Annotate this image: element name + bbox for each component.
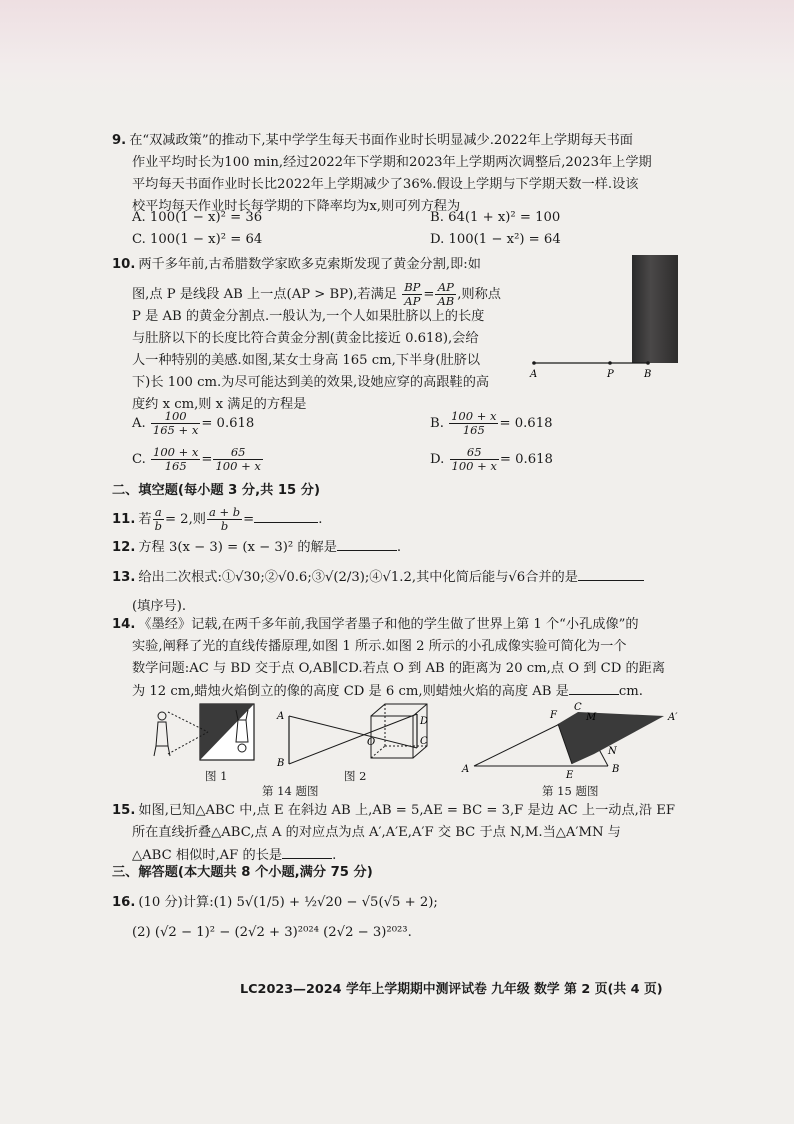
svg-text:C: C	[420, 736, 428, 747]
q10-option-d: D. $\frac{65}{100 + x}$ = 0.618	[430, 445, 553, 473]
svg-text:C: C	[574, 702, 582, 713]
svg-text:F: F	[550, 710, 557, 721]
label-p: P	[607, 369, 614, 380]
q9-line1: 9. 在“双减政策”的推动下,某中学学生每天书面作业时长明显减少.2022年上学期每天书面	[112, 133, 633, 148]
svg-text:A: A	[462, 764, 470, 775]
q10-line5: 人一种特别的美感.如图,某女士身高 165 cm,下半身(肚脐以	[132, 353, 481, 368]
q16-line2: (2) (√2 − 1)² − (2√2 + 3)²⁰²⁴ (2√2 − 3)²⁰²³.	[132, 925, 412, 940]
svg-text:B: B	[612, 764, 620, 775]
svg-text:E: E	[566, 770, 574, 780]
section-3-title: 三、解答题(本大题共 8 个小题,满分 75 分)	[112, 865, 373, 880]
q9-option-a: A. 100(1 − x)² = 36	[132, 210, 263, 225]
fraction-ap-ab: $\frac{AP}{AB}$	[437, 280, 455, 308]
label-a: A	[530, 369, 538, 380]
q14-line1: 14. 《墨经》记载,在两千多年前,我国学者墨子和他的学生做了世界上第 1 个“小孔成像”的	[112, 617, 639, 632]
q15-line2: 所在直线折叠△ABC,点 A 的对应点为点 A′,A′E,A′F 交 BC 于点 N,M.当△A′MN 与	[132, 825, 621, 840]
q14-line3: 数学问题:AC 与 BD 交于点 O,AB∥CD.若点 O 到 AB 的距离为 20 cm,点 O 到 CD 的距离	[132, 661, 666, 676]
q15-figure-caption: 第 15 题图	[542, 784, 599, 798]
svg-text:O: O	[367, 737, 376, 748]
q9-line3: 平均每天书面作业时长比2022年上学期减少了36%.假设上学期与下学期天数一样.设该	[132, 177, 639, 192]
page-footer: LC2023—2024 学年上学期期中测评试卷 九年级 数学 第 2 页(共 4 页)	[240, 982, 663, 997]
svg-text:A: A	[277, 711, 285, 722]
q10-option-b: B. $\frac{100 + x}{165}$ = 0.618	[430, 409, 553, 437]
q10-number: 10.	[112, 257, 136, 272]
q10-line2: 图,点 P 是线段 AB 上一点(AP > BP),若满足 $\frac{BP}{AP}$ = $\frac{AP}{AB}$ ,则称点	[132, 280, 501, 308]
q10-line6: 下)长 100 cm.为尽可能达到美的效果,设她应穿的高跟鞋的高	[132, 375, 490, 390]
svg-text:B: B	[277, 758, 285, 768]
q16-line1: 16. (10 分)计算:(1) 5√(1/5) + ½√20 − √5(√5 + 2);	[112, 895, 438, 910]
q15-line3: △ABC 相似时,AF 的长是 .	[132, 844, 336, 866]
q15-answer-blank[interactable]	[282, 844, 332, 859]
q10-option-a: A. $\frac{100}{165 + x}$ = 0.618	[132, 409, 255, 437]
fraction-bp-ap: $\frac{BP}{AP}$	[404, 280, 421, 308]
segment-apb-figure	[528, 355, 658, 383]
svg-text:N: N	[608, 746, 617, 757]
q13-line2: (填序号).	[132, 599, 187, 614]
q10-line7: 度约 x cm,则 x 满足的方程是	[132, 397, 307, 412]
q10-line4: 与肚脐以下的长度比符合黄金分割(黄金比接近 0.618),会给	[132, 331, 479, 346]
fold-triangle-figure	[460, 702, 685, 780]
q11-line: 11. 若 $\frac{a}{b}$ = 2,则 $\frac{a + b}{b}$ = .	[112, 505, 323, 533]
fig2-label: 图 2	[344, 769, 367, 783]
woman-photo	[632, 255, 678, 363]
q10-line3: P 是 AB 的黄金分割点.一般认为,一个人如果肚脐以上的长度	[132, 309, 485, 324]
q12-line: 12. 方程 3(x − 3) = (x − 3)² 的解是 .	[112, 536, 401, 558]
fig1-label: 图 1	[205, 769, 228, 783]
svg-text:M: M	[586, 712, 597, 723]
svg-text:D: D	[420, 716, 429, 727]
pinhole-figure-1	[148, 702, 258, 764]
q10-line1: 10. 两千多年前,古希腊数学家欧多克索斯发现了黄金分割,即:如	[112, 257, 481, 272]
q13-line1: 13. 给出二次根式:①√30;②√0.6;③√(2/3);④√1.2,其中化简后能与√6合并的是	[112, 566, 644, 588]
q15-line1: 15. 如图,已知△ABC 中,点 E 在斜边 AB 上,AB = 5,AE = BC = 3,F 是边 AC 上一动点,沿 EF	[112, 803, 675, 818]
q9-line2: 作业平均时长为100 min,经过2022年下学期和2023年上学期两次调整后,2023年上学期	[132, 155, 652, 170]
q9-number: 9.	[112, 133, 127, 148]
q9-option-b: B. 64(1 + x)² = 100	[430, 210, 561, 225]
q14-answer-blank[interactable]	[569, 680, 619, 695]
section-2-title: 二、填空题(每小题 3 分,共 15 分)	[112, 483, 321, 498]
q11-answer-blank[interactable]	[254, 508, 318, 523]
pinhole-figure-2	[275, 702, 440, 768]
q14-figure-caption: 第 14 题图	[262, 784, 319, 798]
q14-line4: 为 12 cm,蜡烛火焰倒立的像的高度 CD 是 6 cm,则蜡烛火焰的高度 AB 是 cm.	[132, 680, 643, 702]
q9-option-d: D. 100(1 − x²) = 64	[430, 232, 561, 247]
q9-option-c: C. 100(1 − x)² = 64	[132, 232, 263, 247]
label-b: B	[644, 369, 652, 380]
q10-option-c: C. $\frac{100 + x}{165}$ = $\frac{65}{100 + x}$	[132, 445, 261, 473]
q13-answer-blank[interactable]	[578, 566, 644, 581]
q9-line4: 校平均每天作业时长每学期的下降率均为x,则可列方程为	[132, 199, 461, 214]
q12-answer-blank[interactable]	[337, 536, 397, 551]
svg-text:A′: A′	[668, 712, 678, 723]
q14-line2: 实验,阐释了光的直线传播原理,如图 1 所示.如图 2 所示的小孔成像实验可简化为一个	[132, 639, 627, 654]
